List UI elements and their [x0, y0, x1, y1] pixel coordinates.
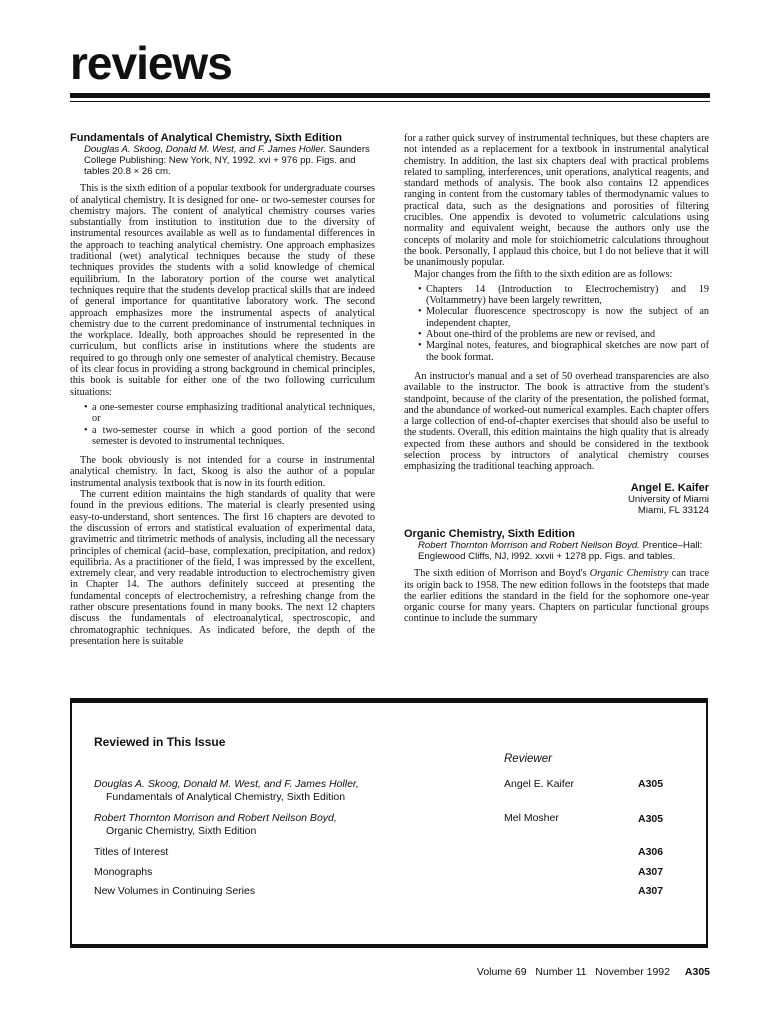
review1-paragraph-1: This is the sixth edition of a popular textbook for undergraduate courses of analytical chemistry. It is designed for one- or two-semester courses for chemistry majors. The content of analytical chemistry courses varies substantially from institution to institution due to the diversity of instrumental resources available as well as to fundamental differences in the approach to teaching analytical chemistry. One approach emphasizes traditional (wet) analytical techniques because the study of these techniques provides the students with a solid knowledge of chemical equilibrium. In the laboratory portion of the course wet analytical techniques require that the students develop practical skills that are indeed of general importance for quantitative laboratory work. The second approach emphasizes more the instrumental aspects of analytical chemistry due to the current predominance of instrumental techniques in the workplace. Ideally, both approaches should be represented in the curriculum, but conflicts arise in institutions where the students are required to go through only one semester of analytical chemistry. Because of its clear focus in providing a strong background in chemical principles, this book is suitable for either one of the two following curriculum situations: — [70, 183, 375, 398]
review2-text-pre: The sixth edition of Morrison and Boyd's — [414, 568, 590, 580]
masthead-rule-thin — [70, 101, 710, 102]
box-entry-page: A305 — [638, 813, 664, 825]
list-item: • Chapters 14 (Introduction to Electrochemistry) and 19 (Voltammetry) have been largely rewritten, — [420, 284, 709, 307]
review1-paragraph-3: The current edition maintains the high standards of quality that were found in the previous editions. The material is clearly presented using easy-to-understand, short sentences. The first 16 chapters are devoted to the discussion of errors and statistical evaluation of experimental data, gravimetric and titrimetric methods of analysis, including all the necessary principles of chemical (acid–base, complexation, precipitation, and redox) equilibria. As a practitioner of the field, I was impressed by the excellent, extremely clear, and very readable introduction to electrochemistry given in Chapter 14. The authors definitely succeed at presenting the fundamental concepts of electrochemistry, a refreshing change from the rather obscure presentations found in many books. The next 12 chapters discuss the fundamentals of electroanalytical, spectroscopic, and chromatographic techniques. As indicated before, the depth of the presentation here is suitable — [70, 489, 375, 647]
review1-bibliography — [84, 144, 375, 177]
review2-title: Organic Chemistry, Sixth Edition — [404, 527, 575, 540]
list-item: • About one-third of the problems are new or revised, and — [420, 329, 709, 340]
review2-book-title: Organic Chemistry — [589, 568, 669, 580]
review1-paragraph-6: An instructor's manual and a set of 50 overhead transparencies are also available to the instructor. The book is attractive from the student's standpoint, because of the clarity of the presentation, the polished format, and the abundance of worked-out numerical examples. Each chapter offers a large collection of end-of-chapter exercises that should also be useful to the students. Overall, this edition maintains the high quality that is already expected from these authors and should be considered in the textbook selection process by intructors of analytical chemistry courses emphasizing the traditional teaching approach. — [404, 370, 709, 473]
list-item: • Molecular fluorescence spectroscopy is now the subject of an independent chapter, — [420, 306, 709, 329]
review1-paragraph-5: Major changes from the fifth to the sixth edition are as follows: — [414, 268, 673, 280]
box-entry-reviewer: Angel E. Kaifer — [504, 778, 575, 790]
review1-bullet-list-2 — [404, 284, 709, 363]
review1-address: Miami, FL 33124 — [637, 505, 709, 517]
review1-paragraph-2: The book obviously is not intended for a course in instrumental analytical chemistry. In fact, Skoog is also the author of a popular instrumental analysis textbook that is now in its fourth edition. — [70, 455, 375, 489]
box-entry-1 — [94, 778, 359, 804]
box-entry-reviewer: Mel Mosher — [504, 812, 559, 824]
box-entry-titles-of-interest: Titles of Interest — [94, 846, 169, 858]
reviewed-in-issue-box — [70, 698, 708, 948]
box-entry-page: A306 — [638, 846, 664, 858]
list-item: • a one-semester course emphasizing traditional analytical techniques, or — [86, 402, 375, 425]
footer-date: November 1992 — [595, 966, 670, 978]
review1-bullet-list-1 — [70, 402, 375, 447]
footer-page-number: A305 — [684, 966, 710, 978]
box-entry-book: Organic Chemistry, Sixth Edition — [106, 825, 257, 837]
box-entry-page: A305 — [638, 778, 664, 790]
box-entry-page: A307 — [638, 885, 664, 897]
box-entry-monographs: Monographs — [94, 866, 153, 878]
review2-text-post: can trace its origin back to 1958. The new edition follows in the footsteps that made the earlier editions the standard in the field for the sophomore one-year organic course for many years. Chapters on particular functional groups continue to include the summary — [404, 568, 709, 625]
box-entry-authors: Robert Thornton Morrison and Robert Neilson Boyd, — [94, 812, 337, 824]
box-entry-page: A307 — [638, 866, 664, 878]
list-item: • a two-semester course in which a good portion of the second semester is devoted to instrumental techniques. — [86, 425, 375, 448]
box-entry-2 — [94, 812, 337, 838]
footer-number: Number 11 — [535, 966, 587, 978]
review2-publisher: Prentice–Hall: Englewood Cliffs, NJ, l992. xxvii + 1278 pp. Figs. and tables. — [418, 540, 703, 563]
review1-title: Fundamentals of Analytical Chemistry, Sixth Edition — [70, 132, 342, 144]
review2-authors: Robert Thornton Morrison and Robert Neilson Boyd. — [418, 540, 640, 552]
review1-authors: Douglas A. Skoog, Donald M. West, and F. James Holler. — [84, 144, 327, 156]
list-item: • Marginal notes, features, and biographical sketches are now part of the book format. — [420, 340, 709, 363]
masthead-rule-thick — [70, 93, 710, 98]
review1-publisher: Saunders College Publishing: New York, NY, 1992. xvi + 976 pp. Figs. and tables 20.8 × 26 cm. — [84, 144, 370, 178]
reviewer-column-header: Reviewer — [504, 753, 552, 765]
right-column — [404, 133, 709, 625]
left-column — [70, 133, 375, 647]
box-entry-authors: Douglas A. Skoog, Donald M. West, and F. James Holler, — [94, 778, 359, 790]
review1-affiliation: University of Miami — [627, 493, 709, 505]
box-entry-book: Fundamentals of Analytical Chemistry, Sixth Edition — [106, 791, 346, 803]
masthead-title: reviews — [70, 37, 232, 89]
box-entry-new-volumes: New Volumes in Continuing Series — [94, 885, 256, 897]
box-title: Reviewed in This Issue — [94, 735, 226, 749]
review2-bibliography — [418, 540, 709, 562]
footer-volume: Volume 69 — [476, 966, 527, 978]
review1-paragraph-4: for a rather quick survey of instrumental techniques, but these chapters are not intended as a replacement for a textbook in instrumental analytical chemistry. In addition, the last six chapters deal with practical problems related to sampling, interferences, unit operations, analytical reagents, and standard methods of analysis. The book also contains 12 appendices ranging in content from the customary tables of thermodynamic values to practical data, such as the designations and porosities of filtering crucibles. One appendix is devoted to volumetric calculations using normality and equivalent weight, because the authors only use the concepts of molarity and mole for stoichiometric calculations throughout the book. Personally, I applaud this choice, but I do not believe that it will be unanimously popular. — [404, 133, 709, 269]
page-footer — [448, 966, 710, 978]
review1-reviewer-name: Angel E. Kaifer — [630, 481, 709, 494]
review1-signature — [404, 483, 709, 517]
review2-paragraph-1 — [404, 568, 709, 624]
